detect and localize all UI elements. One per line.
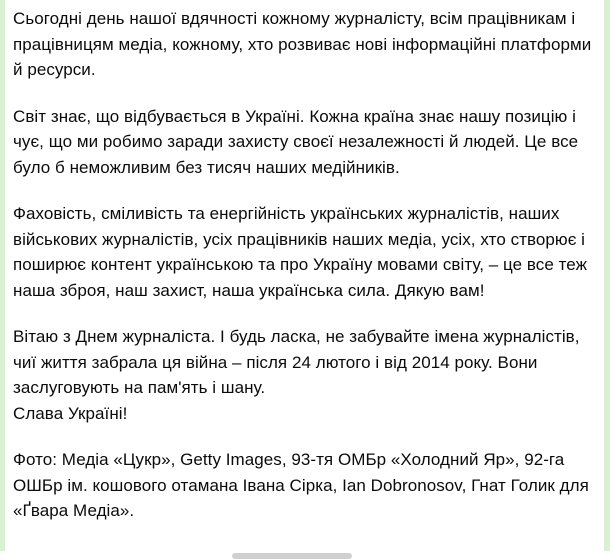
- left-accent-bar: [0, 0, 5, 559]
- paragraph-photo-credits: Фото: Медіа «Цукр», Getty Images, 93-тя ОМБр «Холодний Яр», 92-га ОШБр ім. кошового отамана Івана Сірка, Ian Dobronosov, Гнат Голик для «Ґвара Медіа».: [13, 450, 594, 520]
- paragraph-4: Вітаю з Днем журналіста. І будь ласка, не забувайте імена журналістів, чиї життя забрала ця війна – після 24 лютого і від 2014 року. Вони заслуговують на пам'ять і шану.: [13, 327, 585, 397]
- paragraph-3: Фаховість, сміливість та енергійність українських журналістів, наших військових журналістів, усіх працівників наших медіа, усіх, хто створює і поширює контент українською та про Україну мовами світу, – це все теж наша зброя, наш захист, наша українська сила. Дякую вам!: [13, 204, 592, 300]
- horizontal-scrollbar[interactable]: [232, 553, 352, 559]
- paragraph-2: Світ знає, що відбувається в Україні. Кожна країна знає нашу позицію і чує, що ми робимо заради захисту своєї незалежності й людей. Це все було б неможливим без тисяч наших медійників.: [13, 106, 583, 177]
- paragraph-slogan: Слава Україні!: [13, 403, 128, 423]
- right-accent-bar: [604, 0, 610, 559]
- paragraph-1: Сьогодні день нашої вдячності кожному журналісту, всім працівникам і працівницям медіа, кожному, хто розвиває нові інформаційні платформи й ресурси.: [13, 9, 597, 79]
- message-body: [13, 6, 597, 524]
